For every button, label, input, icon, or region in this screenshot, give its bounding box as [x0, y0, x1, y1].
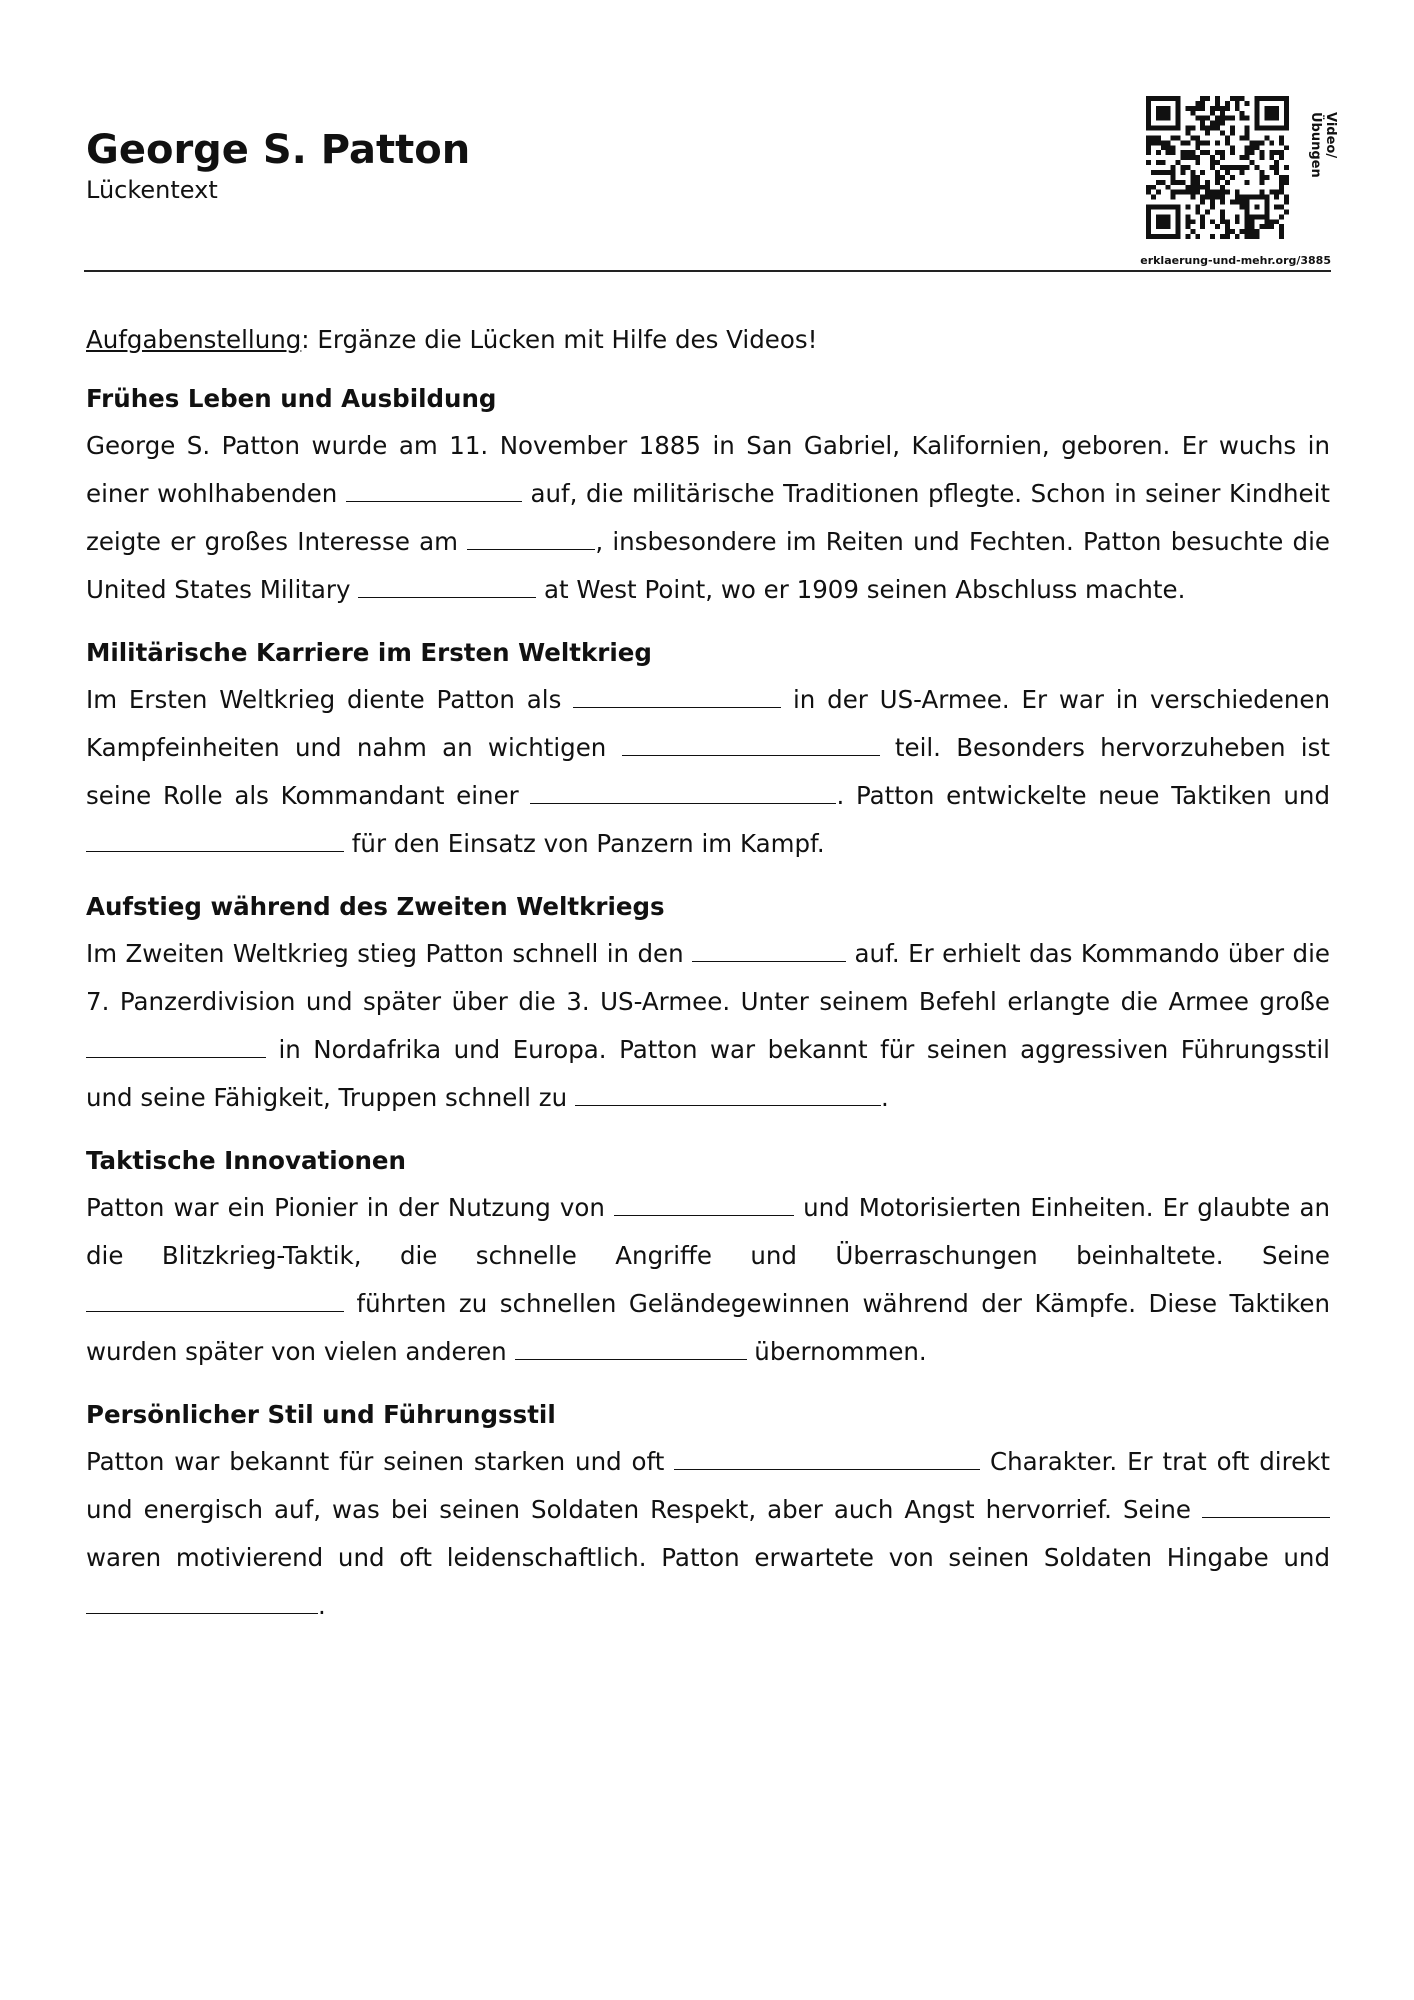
qr-code-graphic [1146, 96, 1289, 239]
gap-blank[interactable] [86, 831, 344, 852]
text-fragment: Im Zweiten Weltkrieg stieg Patton schnell in den [86, 939, 693, 968]
text-fragment: Im Ersten Weltkrieg diente Patton als [86, 685, 574, 714]
section-heading: Persönlicher Stil und Führungsstil [86, 1400, 556, 1429]
text-fragment: Patton war bekannt für seinen starken und oft [86, 1447, 675, 1476]
text-fragment: at West Point, wo er 1909 seinen Abschluss machte. [536, 575, 1186, 604]
text-fragment: , insbesondere im Reiten und Fechten. Patton besuchte die United States Military [86, 527, 1330, 604]
section-tactical-innovations [86, 1142, 1330, 1376]
text-fragment: Charakter. Er trat oft direkt und energisch auf, was bei seinen Soldaten Respekt, aber auch Angst hervorrief. Seine [86, 1447, 1331, 1524]
page-title: George S. Patton [86, 127, 471, 173]
text-fragment: führten zu schnellen Geländegewinnen während der Kämpfe. Diese Taktiken wurden später von vielen anderen [86, 1289, 1330, 1366]
gap-blank[interactable] [515, 1339, 747, 1360]
text-fragment: für den Einsatz von Panzern im Kampf. [344, 829, 825, 858]
text-fragment: . [880, 1083, 889, 1112]
section-heading: Militärische Karriere im Ersten Weltkrieg [86, 638, 652, 667]
gap-blank[interactable] [692, 941, 846, 962]
qr-code-icon[interactable] [1146, 96, 1289, 239]
text-fragment: auf, die militärische Traditionen pflegte. Schon in seiner Kindheit zeigte er großes Interesse am [86, 479, 1331, 556]
gap-blank[interactable] [346, 481, 522, 502]
section-paragraph [86, 930, 1330, 1122]
text-fragment: Patton war ein Pionier in der Nutzung von [86, 1193, 614, 1222]
section-heading: Frühes Leben und Ausbildung [86, 384, 497, 413]
section-early-life [86, 380, 1330, 614]
text-fragment: übernommen. [746, 1337, 927, 1366]
instruction-label: Aufgabenstellung [86, 325, 302, 354]
header-divider [84, 270, 1331, 272]
section-ww1-career [86, 634, 1330, 868]
gap-blank[interactable] [86, 1291, 344, 1312]
text-fragment: . Patton entwickelte neue Taktiken und [836, 781, 1330, 810]
section-ww2-rise [86, 888, 1330, 1122]
header [86, 126, 470, 205]
gap-blank[interactable] [86, 1037, 266, 1058]
section-paragraph [86, 1438, 1330, 1630]
gap-blank[interactable] [674, 1449, 980, 1470]
text-fragment: in der US-Armee. Er war in verschiedenen Kampfeinheiten und nahm an wichtigen [86, 685, 1331, 762]
gap-blank[interactable] [467, 529, 595, 550]
text-fragment: George S. Patton wurde am 11. November 1885 in San Gabriel, Kalifornien, geboren. Er wuchs in einer wohlhabenden [86, 431, 1330, 508]
instruction-text: : Ergänze die Lücken mit Hilfe des Videos! [301, 325, 818, 354]
gap-blank[interactable] [530, 783, 836, 804]
text-fragment: teil. Besonders hervorzuheben ist seine Rolle als Kommandant einer [86, 733, 1330, 810]
page-subtitle: Lückentext [86, 176, 218, 204]
section-personal-style [86, 1396, 1330, 1630]
gap-blank[interactable] [575, 1085, 881, 1106]
text-fragment: und Motorisierten Einheiten. Er glaubte an die Blitzkrieg-Taktik, die schnelle Angriffe und Überraschungen beinhaltete. Seine [86, 1193, 1330, 1270]
section-heading: Aufstieg während des Zweiten Weltkriegs [86, 892, 665, 921]
gap-blank[interactable] [358, 577, 536, 598]
gap-blank[interactable] [622, 735, 880, 756]
site-url-label[interactable]: erklaerung-und-mehr.org/3885 [1140, 254, 1331, 267]
video-exercises-label: Video/Übungen [1308, 112, 1338, 178]
section-paragraph [86, 1184, 1330, 1376]
gap-blank[interactable] [86, 1593, 318, 1614]
instruction-line [86, 322, 1330, 358]
section-heading: Taktische Innovationen [86, 1146, 406, 1175]
text-fragment: waren motivierend und oft leidenschaftlich. Patton erwartete von seinen Soldaten Hingabe und [86, 1543, 1330, 1572]
text-fragment: . [318, 1591, 326, 1620]
worksheet-body [86, 322, 1330, 1650]
text-fragment: auf. Er erhielt das Kommando über die 7. Panzerdivision und später über die 3. US-Armee. Unter seinem Befehl erlangte die Armee große [86, 939, 1330, 1016]
gap-blank[interactable] [1202, 1497, 1330, 1518]
section-paragraph [86, 676, 1330, 868]
text-fragment: in Nordafrika und Europa. Patton war bekannt für seinen aggressiven Führungsstil und seine Fähigkeit, Truppen schnell zu [86, 1035, 1330, 1112]
section-paragraph [86, 422, 1330, 614]
gap-blank[interactable] [573, 687, 781, 708]
gap-blank[interactable] [614, 1195, 794, 1216]
